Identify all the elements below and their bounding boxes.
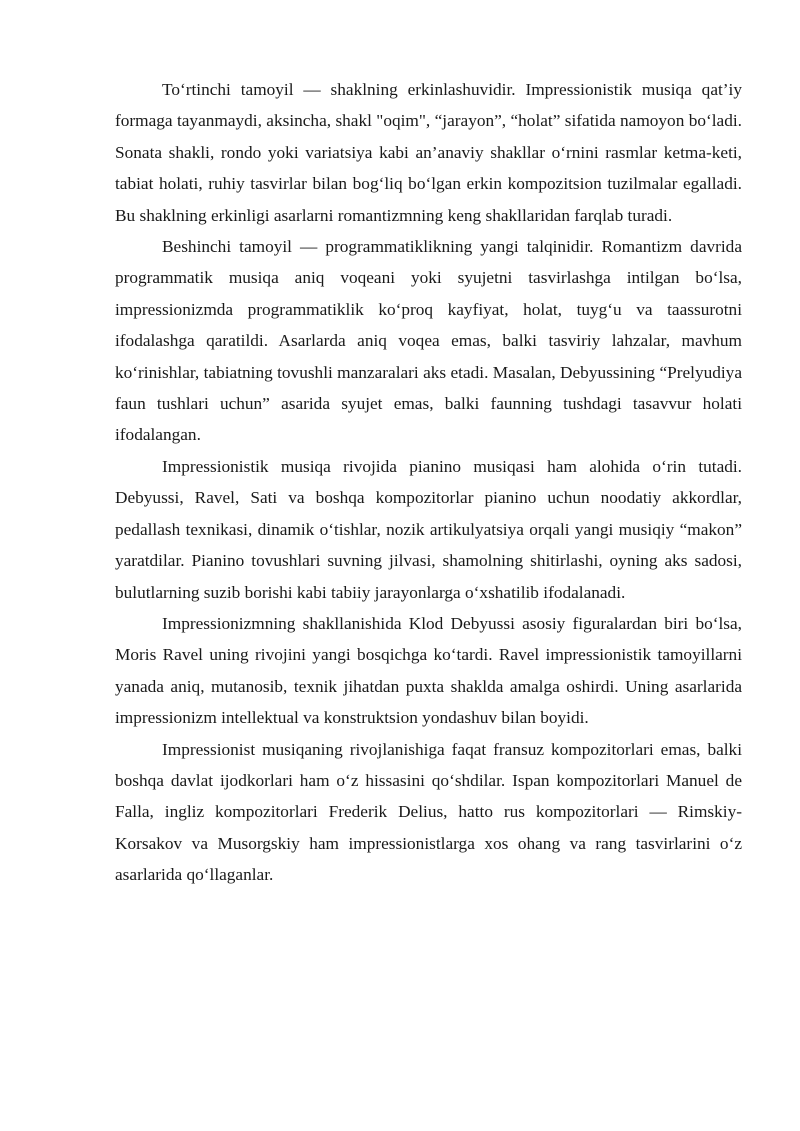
paragraph-debussy-ravel: Impressionizmning shakllanishida Klod Debyussi asosiy figuralardan biri bo‘lsa, Moris Ravel uning rivojini yangi bosqichga ko‘tardi. Ravel impressionistik tamoyillarni yanada aniq, mutanosib, texnik jihatdan puxta shaklda amalga oshirdi. Uning asarlarida impressionizm intellektual va konstruktsion yondashuv bilan boyidi. — [115, 613, 742, 728]
paragraph-piano-music: Impressionistik musiqa rivojida pianino musiqasi ham alohida o‘rin tutadi. Debyussi, Ravel, Sati va boshqa kompozitorlar pianino uchun noodatiy akkordlar, pedallash texnikasi, dinamik o‘tishlar, nozik artikulyatsiya orqali yangi musiqiy “makon” yaratdilar. Pianino tovushlari suvning jilvasi, shamolning shitirlashi, oyning aks sadosi, bulutlarning suzib borishi kabi tabiiy jarayonlarga o‘xshatilib ifodalanadi. — [115, 456, 742, 602]
document-body — [115, 74, 742, 891]
paragraph-fifth-principle: Beshinchi tamoyil — programmatiklikning yangi talqinidir. Romantizm davrida programmatik musiqa aniq voqeani yoki syujetni tasvirlashga intilgan bo‘lsa, impressionizmda programmatiklik ko‘proq kayfiyat, holat, tuyg‘u va taassurotni ifodalashga qaratildi. Asarlarda aniq voqea emas, balki tasviriy lahzalar, mavhum ko‘rinishlar, tabiatning tovushli manzaralari aks etadi. Masalan, Debyussining “Prelyudiya faun tushlari uchun” asarida syujet emas, balki faunning tushdagi tasavvur holati ifodalangan. — [115, 237, 742, 445]
paragraph-fourth-principle: To‘rtinchi tamoyil — shaklning erkinlashuvidir. Impressionistik musiqa qat’iy formaga tayanmaydi, aksincha, shakl "oqim", “jarayon”, “holat” sifatida namoyon bo‘ladi. Sonata shakli, rondo yoki variatsiya kabi an’anaviy shakllar o‘rnini rasmlar ketma-keti, tabiat holati, ruhiy tasvirlar bilan bog‘liq bo‘lgan erkin kompozitsion tuzilmalar egalladi. Bu shaklning erkinligi asarlarni romantizmning keng shakllaridan farqlab turadi. — [115, 80, 742, 225]
paragraph-other-composers: Impressionist musiqaning rivojlanishiga faqat fransuz kompozitorlari emas, balki boshqa davlat ijodkorlari ham o‘z hissasini qo‘shdilar. Ispan kompozitorlari Manuel de Falla, ingliz kompozitorlari Frederik Delius, hatto rus kompozitorlari — Rimskiy-Korsakov va Musorgskiy ham impressionistlarga xos ohang va rang tasvirlarini o‘z asarlarida qo‘llaganlar. — [115, 739, 742, 885]
